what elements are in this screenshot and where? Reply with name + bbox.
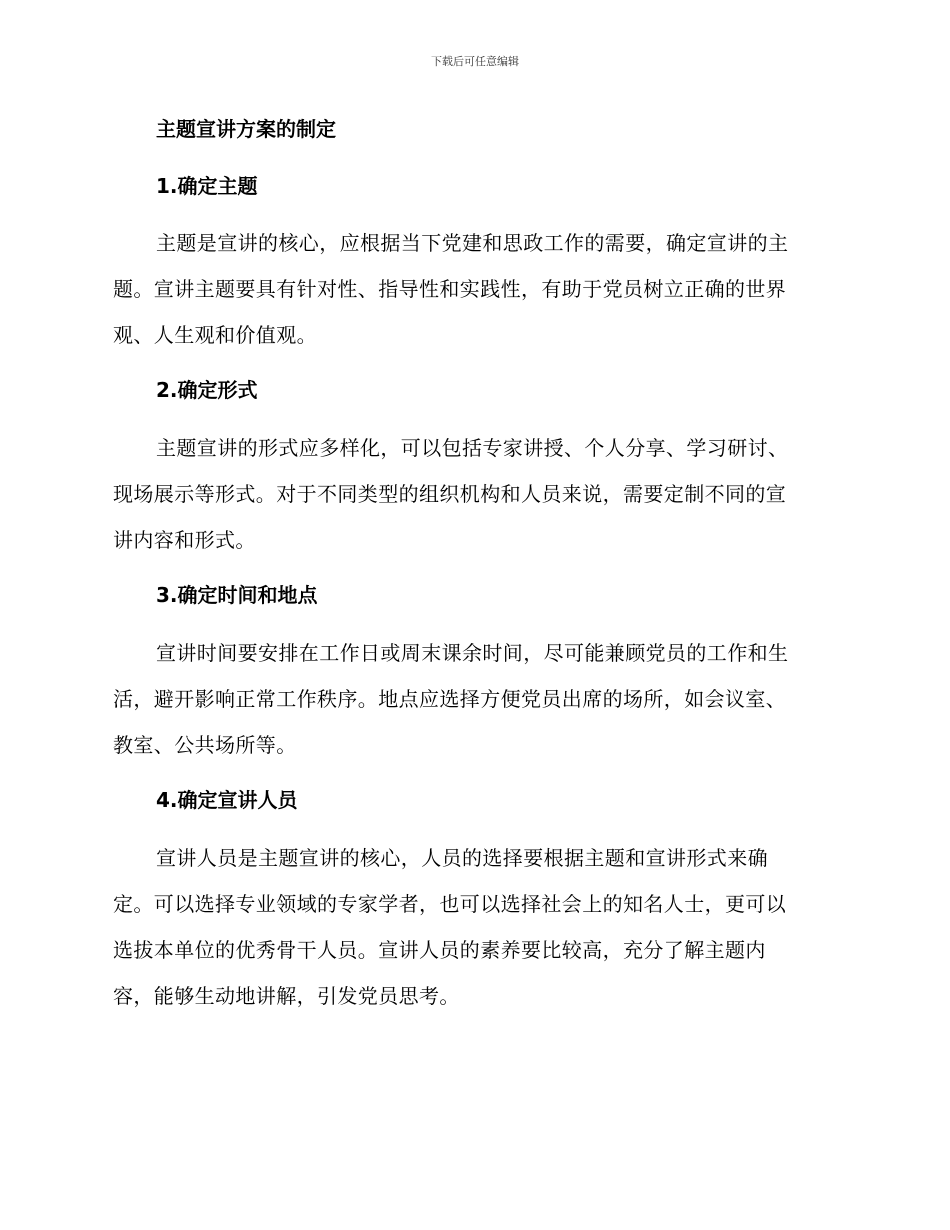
- section-paragraph-1: [113, 228, 835, 366]
- paragraph-line: 选拔本单位的优秀骨干人员。宣讲人员的素养要比较高，充分了解主题内: [113, 938, 766, 962]
- paragraph-line: 题。宣讲主题要具有针对性、指导性和实践性，有助于党员树立正确的世界: [113, 277, 787, 301]
- section-paragraph-2: [113, 433, 835, 571]
- paragraph-line: 定。可以选择专业领域的专家学者，也可以选择社会上的知名人士，更可以: [113, 892, 787, 916]
- paragraph-line: 讲内容和形式。: [113, 528, 256, 552]
- page-header: 下载后可任意编辑: [431, 55, 519, 68]
- section-heading-3: 3.确定时间和地点: [156, 583, 318, 607]
- section-heading-4: 4.确定宣讲人员: [156, 788, 298, 812]
- section-heading-2: 2.确定形式: [156, 378, 258, 402]
- document-title: 主题宣讲方案的制定: [156, 117, 336, 141]
- section-paragraph-4: [113, 843, 835, 1027]
- paragraph-line: 主题宣讲的形式应多样化，可以包括专家讲授、个人分享、学习研讨、: [156, 436, 789, 460]
- section-heading-1: 1.确定主题: [156, 174, 258, 198]
- paragraph-line: 观、人生观和价值观。: [113, 323, 317, 347]
- paragraph-line: 宣讲时间要安排在工作日或周末课余时间，尽可能兼顾党员的工作和生: [156, 641, 789, 665]
- paragraph-line: 活，避开影响正常工作秩序。地点应选择方便党员出席的场所，如会议室、: [113, 687, 787, 711]
- paragraph-line: 主题是宣讲的核心，应根据当下党建和思政工作的需要，确定宣讲的主: [156, 231, 789, 255]
- paragraph-line: 现场展示等形式。对于不同类型的组织机构和人员来说，需要定制不同的宣: [113, 482, 787, 506]
- section-paragraph-3: [113, 638, 835, 776]
- paragraph-line: 宣讲人员是主题宣讲的核心，人员的选择要根据主题和宣讲形式来确: [156, 846, 768, 870]
- paragraph-line: 教室、公共场所等。: [113, 733, 297, 757]
- paragraph-line: 容，能够生动地讲解，引发党员思考。: [113, 984, 460, 1008]
